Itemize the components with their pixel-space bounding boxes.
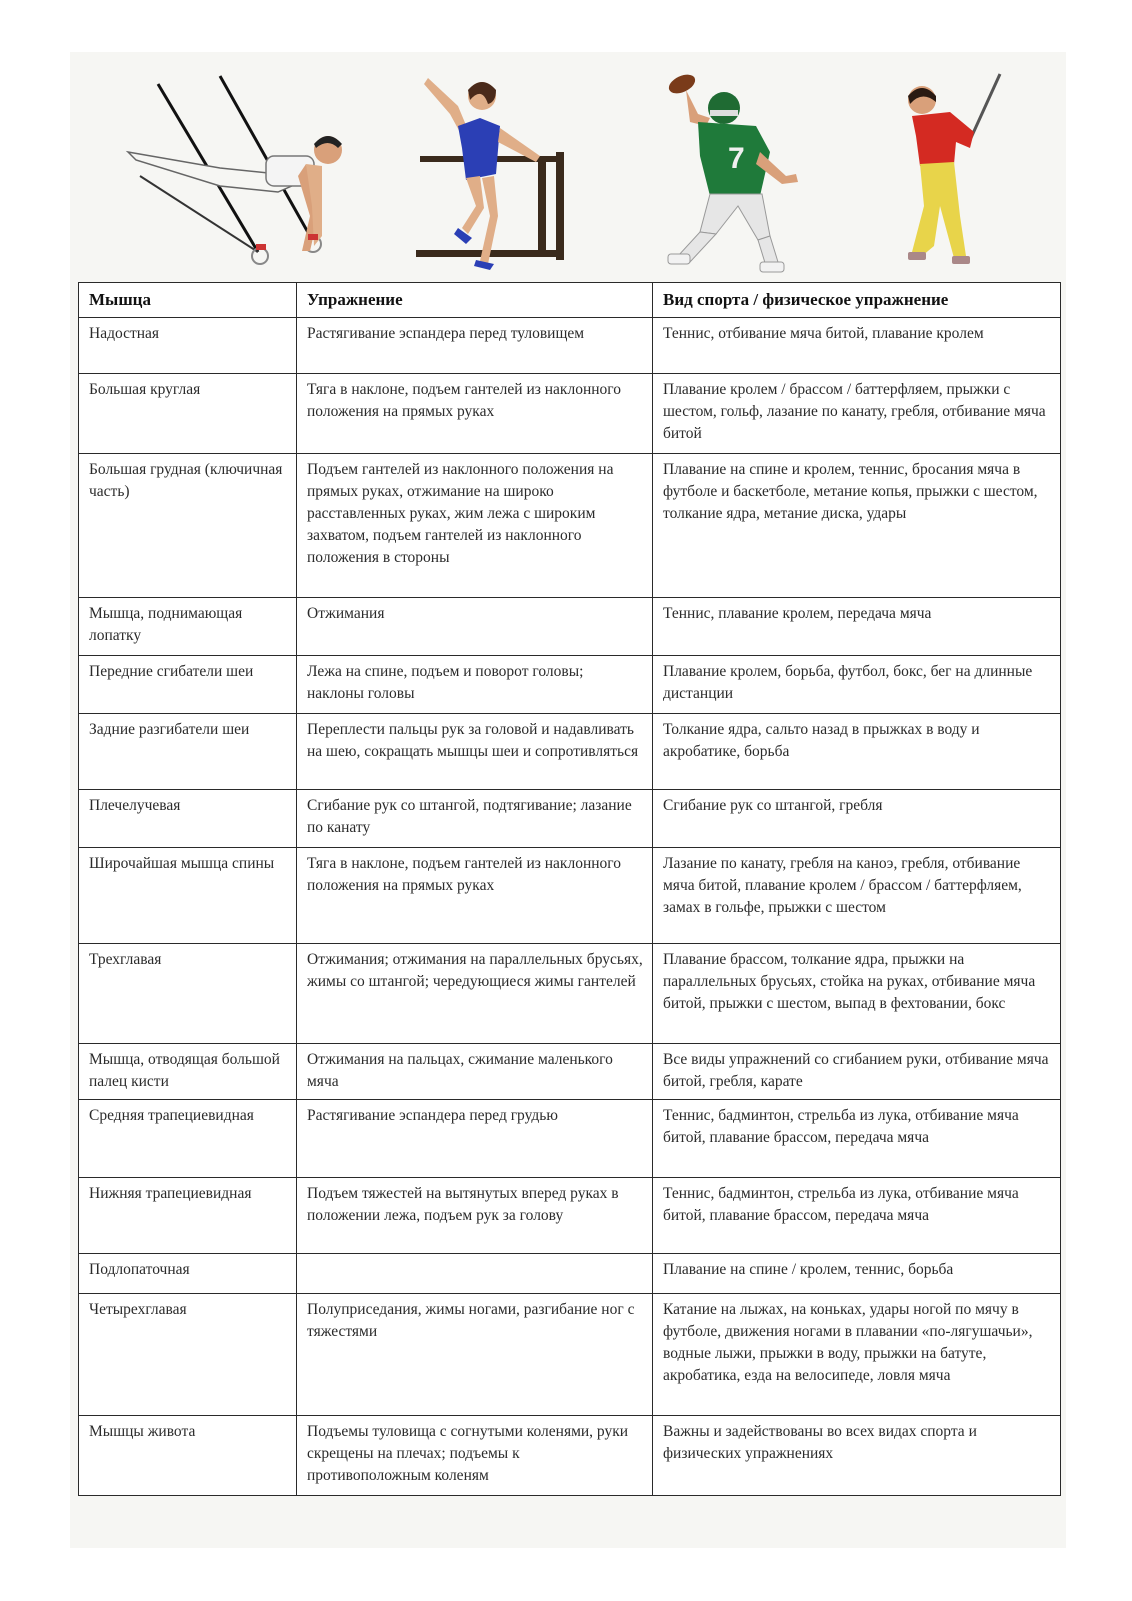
muscle-cell: Мышцы живота [79, 1416, 297, 1496]
table-row [79, 944, 1061, 1044]
exercise-cell: Подъем гантелей из наклонного положения на прямых руках, отжимание на широко расставленных руках, жим лежа с широким захватом, подъем гантелей из наклонного положения в стороны [297, 454, 653, 598]
exercise-cell [297, 1254, 653, 1294]
ballet-barre-figure [416, 78, 564, 270]
muscle-cell: Надостная [79, 318, 297, 374]
sport-cell: Плавание на спине и кролем, теннис, бросания мяча в футболе и баскетболе, метание копья, прыжки с шестом, толкание ядра, метание диска, удары [653, 454, 1061, 598]
table-row [79, 1100, 1061, 1178]
sport-cell: Плавание на спине / кролем, теннис, борьба [653, 1254, 1061, 1294]
muscle-cell: Большая грудная (ключичная часть) [79, 454, 297, 598]
muscle-cell: Мышца, поднимающая лопатку [79, 598, 297, 656]
exercise-cell: Подъем тяжестей на вытянутых вперед руках в положении лежа, подъем рук за голову [297, 1178, 653, 1254]
muscle-exercise-table [78, 282, 1061, 1496]
sport-cell: Плавание кролем / брассом / баттерфляем, прыжки с шестом, гольф, лазание по канату, гребля, отбивание мяча битой [653, 374, 1061, 454]
exercise-cell: Сгибание рук со штангой, подтягивание; лазание по канату [297, 790, 653, 848]
football-quarterback-figure [666, 71, 798, 272]
muscle-cell: Большая круглая [79, 374, 297, 454]
table-row [79, 848, 1061, 944]
table-row [79, 1044, 1061, 1100]
table-row [79, 318, 1061, 374]
muscle-cell: Трехглавая [79, 944, 297, 1044]
exercise-cell: Растягивание эспандера перед грудью [297, 1100, 653, 1178]
table-row [79, 598, 1061, 656]
table-row [79, 656, 1061, 714]
sport-cell: Плавание кролем, борьба, футбол, бокс, бег на длинные дистанции [653, 656, 1061, 714]
table-row [79, 1254, 1061, 1294]
exercise-cell: Отжимания; отжимания на параллельных брусьях, жимы со штангой; чередующиеся жимы гантелей [297, 944, 653, 1044]
jersey-number: 7 [728, 142, 745, 175]
muscle-cell: Мышца, отводящая большой палец кисти [79, 1044, 297, 1100]
table-row [79, 790, 1061, 848]
header-sport: Вид спорта / физическое упражнение [653, 283, 1061, 318]
sport-cell: Лазание по канату, гребля на каноэ, гребля, отбивание мяча битой, плавание кролем / брассом / баттерфляем, замах в гольфе, прыжки с шестом [653, 848, 1061, 944]
table-row [79, 1294, 1061, 1416]
exercise-cell: Тяга в наклоне, подъем гантелей из наклонного положения на прямых руках [297, 374, 653, 454]
sport-cell: Сгибание рук со штангой, гребля [653, 790, 1061, 848]
muscle-cell: Нижняя трапециевидная [79, 1178, 297, 1254]
sport-cell: Толкание ядра, сальто назад в прыжках в воду и акробатике, борьба [653, 714, 1061, 790]
table-row [79, 1178, 1061, 1254]
gymnast-rings-figure [128, 76, 342, 264]
table-row [79, 454, 1061, 598]
header-exercise: Упражнение [297, 283, 653, 318]
header-muscle: Мышца [79, 283, 297, 318]
sport-cell: Катание на лыжах, на коньках, удары ногой по мячу в футболе, движения ногами в плавании «по-лягушачьи», водные лыжи, прыжки в воду, прыжки на батуте, акробатика, езда на велосипеде, ловля мяча [653, 1294, 1061, 1416]
golfer-figure [908, 74, 1000, 264]
exercise-cell: Отжимания [297, 598, 653, 656]
exercise-cell: Растягивание эспандера перед туловищем [297, 318, 653, 374]
sport-cell: Важны и задействованы во всех видах спорта и физических упражнениях [653, 1416, 1061, 1496]
sport-cell: Плавание брассом, толкание ядра, прыжки на параллельных брусьях, стойка на руках, отбивание мяча битой, прыжки с шестом, выпад в фехтовании, бокс [653, 944, 1061, 1044]
muscle-cell: Средняя трапециевидная [79, 1100, 297, 1178]
sport-cell: Теннис, бадминтон, стрельба из лука, отбивание мяча битой, плавание брассом, передача мяча [653, 1100, 1061, 1178]
muscle-cell: Широчайшая мышца спины [79, 848, 297, 944]
muscle-cell: Передние сгибатели шеи [79, 656, 297, 714]
muscle-cell: Четырехглавая [79, 1294, 297, 1416]
exercise-cell: Переплести пальцы рук за головой и надавливать на шею, сокращать мышцы шеи и сопротивляться [297, 714, 653, 790]
sport-cell: Теннис, плавание кролем, передача мяча [653, 598, 1061, 656]
exercise-cell: Лежа на спине, подъем и поворот головы; наклоны головы [297, 656, 653, 714]
muscle-cell: Задние разгибатели шеи [79, 714, 297, 790]
muscle-cell: Подлопаточная [79, 1254, 297, 1294]
exercise-cell: Тяга в наклоне, подъем гантелей из наклонного положения на прямых руках [297, 848, 653, 944]
muscle-cell: Плечелучевая [79, 790, 297, 848]
table-row [79, 714, 1061, 790]
exercise-cell: Полуприседания, жимы ногами, разгибание ног с тяжестями [297, 1294, 653, 1416]
sport-cell: Теннис, отбивание мяча битой, плавание кролем [653, 318, 1061, 374]
exercise-cell: Подъемы туловища с согнутыми коленями, руки скрещены на плечах; подъемы к противоположным коленям [297, 1416, 653, 1496]
table-row [79, 374, 1061, 454]
sport-cell: Все виды упражнений со сгибанием руки, отбивание мяча битой, гребля, карате [653, 1044, 1061, 1100]
table-header-row [79, 283, 1061, 318]
exercise-cell: Отжимания на пальцах, сжимание маленького мяча [297, 1044, 653, 1100]
table-row [79, 1416, 1061, 1496]
sport-illustrations [70, 56, 1066, 278]
sport-cell: Теннис, бадминтон, стрельба из лука, отбивание мяча битой, плавание брассом, передача мяча [653, 1178, 1061, 1254]
